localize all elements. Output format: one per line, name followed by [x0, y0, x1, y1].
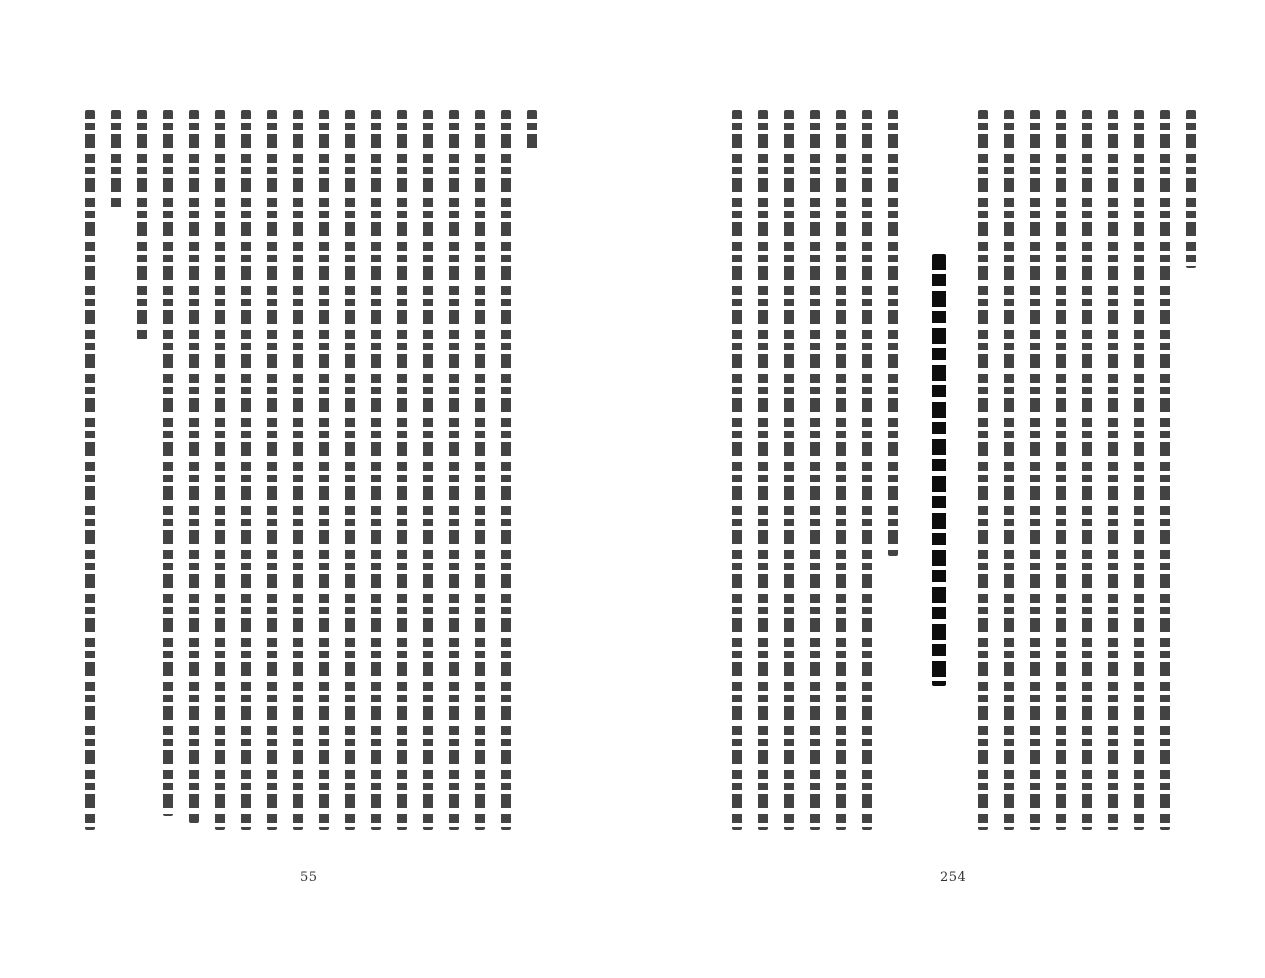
text-column [732, 110, 742, 830]
text-column [267, 110, 277, 830]
text-column [475, 110, 485, 830]
left-page-text-block [85, 110, 545, 830]
text-column [1134, 110, 1144, 830]
text-column [810, 110, 820, 830]
text-column [501, 110, 511, 830]
text-column [137, 110, 147, 340]
text-column [293, 110, 303, 830]
text-column [888, 110, 898, 556]
text-column [1082, 110, 1092, 830]
text-column [189, 110, 199, 823]
page-number-right: 254 [940, 870, 967, 885]
text-column [1186, 110, 1196, 268]
page-number-left: 55 [300, 870, 318, 885]
text-column [449, 110, 459, 830]
left-page [0, 0, 632, 978]
text-column [319, 110, 329, 830]
text-column [1004, 110, 1014, 830]
text-column [836, 110, 846, 830]
text-column [862, 110, 872, 830]
text-column [1160, 110, 1170, 830]
text-column [345, 110, 355, 830]
text-column [527, 110, 537, 153]
text-column [423, 110, 433, 830]
text-column [784, 110, 794, 830]
right-page [632, 0, 1265, 978]
text-column [215, 110, 225, 830]
section-heading-column [932, 254, 946, 686]
text-column [371, 110, 381, 830]
text-column [1030, 110, 1040, 830]
text-column [85, 110, 95, 830]
text-column [758, 110, 768, 830]
text-column [1108, 110, 1118, 830]
right-page-text-block [732, 110, 1192, 830]
text-column [241, 110, 251, 830]
text-column [978, 110, 988, 830]
text-column [397, 110, 407, 830]
text-column [163, 110, 173, 816]
text-column [111, 110, 121, 211]
text-column [1056, 110, 1066, 830]
